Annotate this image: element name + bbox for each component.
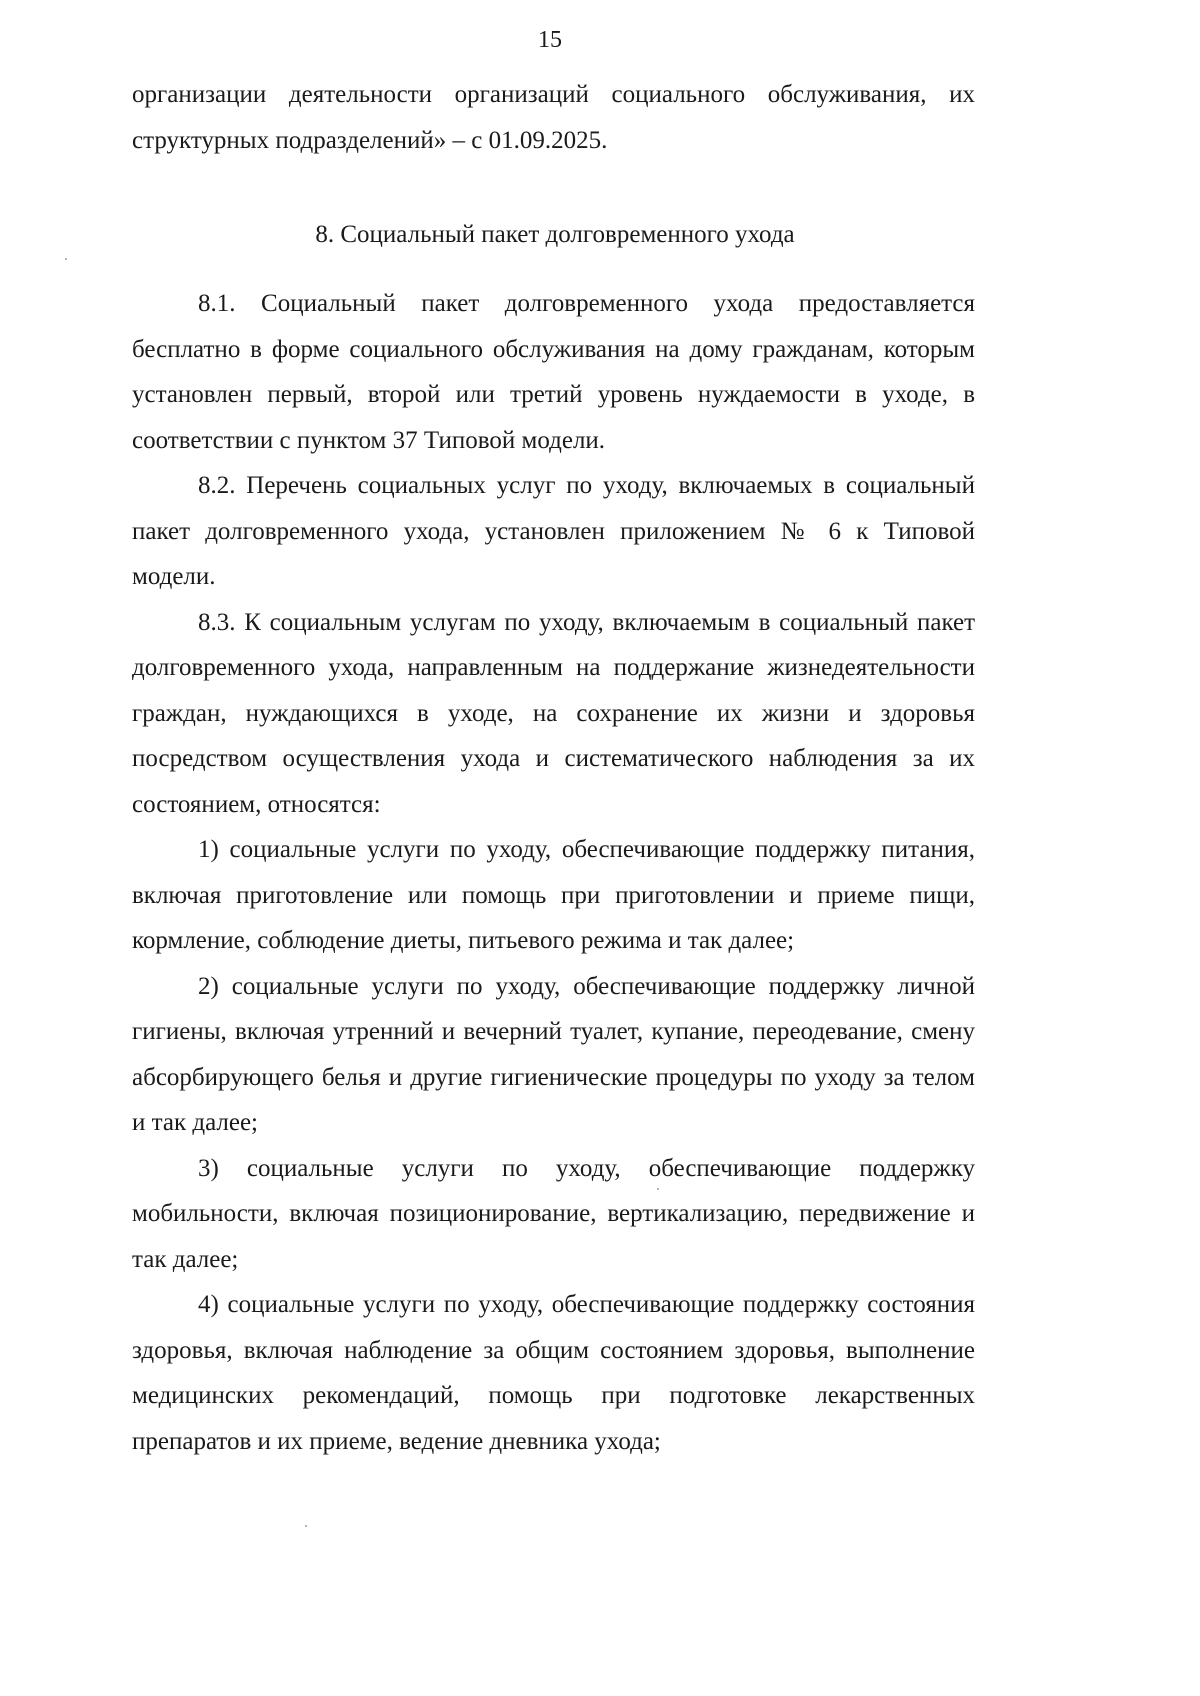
paragraph-8-2: 8.2. Перечень социальных услуг по уходу, включаемых в социальный пакет долговременного ухода, установлен приложением № 6 к Типовой модели. [132,472,975,590]
lead-paragraph [132,72,975,163]
list-item-3: 3) социальные услуги по уходу, обеспечивающие поддержку мобильности, включая позиционирование, вертикализацию, передвижение и так далее; [132,1154,975,1273]
list-item-4: 4) социальные услуги по уходу, обеспечивающие поддержку состояния здоровья, включая наблюдение за общим состоянием здоровья, выполнение медицинских рекомендаций, помощь при подготовке лекарственных препаратов и их приеме, ведение дневника ухода; [132,1291,975,1455]
paragraph-8-3: 8.3. К социальным услугам по уходу, включаемым в социальный пакет долговременного ухода, направленным на поддержание жизнедеятельности граждан, нуждающихся в уходе, на сохранение их жизни и здоровья посредством осуществления ухода и систематического наблюдения за их состоянием, относятся: [132,608,975,818]
scan-speck [657,1188,659,1190]
list-item-1: 1) социальные услуги по уходу, обеспечивающие поддержку питания, включая приготовление или помощь при приготовлении и приеме пищи, кормление, соблюдение диеты, питьевого режима и так далее; [132,836,975,954]
lead-text: организации деятельности организаций социального обслуживания, их структурных подразделений» – с 01.09.2025. [132,81,975,154]
list-item-2: 2) социальные услуги по уходу, обеспечивающие поддержку личной гигиены, включая утренний и вечерний туалет, купание, переодевание, смену абсорбирующего белья и другие гигиенические процедуры по уходу за телом и так далее; [132,972,975,1136]
scan-speck [65,258,67,260]
section-body [132,281,975,1464]
scan-speck [305,1525,307,1527]
page-number: 15 [538,27,562,53]
section-heading: 8. Социальный пакет долговременного ухода [315,221,795,248]
paragraph-8-1: 8.1. Социальный пакет долговременного ухода предоставляется бесплатно в форме социального обслуживания на дому гражданам, которым установлен первый, второй или третий уровень нуждаемости в уходе, в соответствии с пунктом 37 Типовой модели. [132,290,975,454]
